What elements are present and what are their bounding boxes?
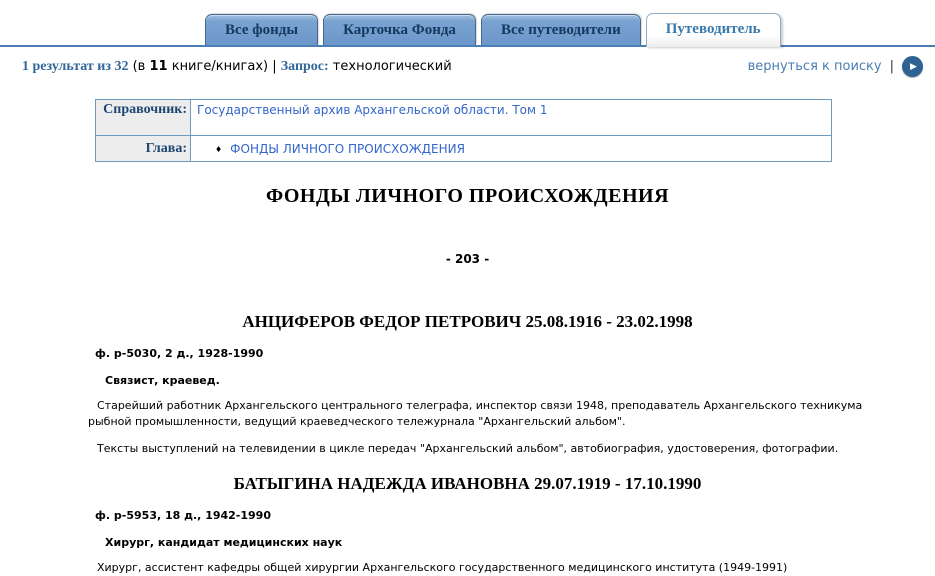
page-number: - 203 -	[445, 252, 490, 266]
forward-button[interactable]	[902, 56, 923, 77]
tab-fond-card[interactable]: Карточка Фонда	[323, 14, 476, 45]
document-view	[0, 185, 935, 576]
entry-paragraph: Старейший работник Архангельского центрального телеграфа, инспектор связи 1948, преподаватель Архангельского техникума рыбной промышленности, ведущий краеведческого тележурнала "Архангельский альбом".	[88, 399, 863, 428]
guide-info-table	[95, 99, 832, 162]
query-value: технологический	[328, 58, 452, 74]
tab-guide-active[interactable]: Путеводитель	[646, 13, 781, 47]
books-prefix: (в	[132, 58, 150, 74]
results-summary	[22, 59, 452, 75]
entry-heading: БАТЫГИНА НАДЕЖДА ИВАНОВНА 29.07.1919 - 17.10.1990	[233, 474, 702, 493]
fond-reference: ф. р-5030, 2 д., 1928-1990	[95, 347, 264, 360]
tab-bar	[0, 0, 935, 47]
divider: |	[889, 59, 894, 74]
chapter-value-cell	[191, 136, 832, 162]
forward-arrow-icon: ▶	[910, 61, 917, 72]
chapter-title: ФОНДЫ ЛИЧНОГО ПРОИСХОЖДЕНИЯ	[265, 185, 670, 207]
chapter-label: Глава:	[96, 136, 191, 162]
back-to-search-link[interactable]: вернуться к поиску	[747, 59, 882, 74]
results-count: 1 результат из 32	[22, 58, 129, 74]
entry-paragraph: Хирург, ассистент кафедры общей хирургии Архангельского государственного медицинского института (1949-1991)	[97, 561, 788, 574]
table-row	[96, 136, 832, 162]
profession-line: Хирург, кандидат медицинских наук	[105, 536, 343, 549]
reference-label: Справочник:	[96, 100, 191, 136]
results-actions	[748, 56, 923, 77]
chapter-link[interactable]: ФОНДЫ ЛИЧНОГО ПРОИСХОЖДЕНИЯ	[230, 141, 465, 156]
books-suffix: книге/книгах) |	[167, 58, 281, 74]
reference-link[interactable]: Государственный архив Архангельской области. Том 1	[197, 103, 548, 117]
profession-line: Связист, краевед.	[105, 374, 220, 387]
fond-reference: ф. р-5953, 18 д., 1942-1990	[95, 509, 271, 522]
books-count: 11	[149, 58, 168, 74]
results-bar	[0, 47, 935, 85]
tab-all-fonds[interactable]: Все фонды	[205, 14, 318, 45]
query-label: Запрос:	[280, 58, 329, 74]
table-row	[96, 100, 832, 136]
diamond-bullet-icon: ♦	[215, 144, 223, 154]
entry-paragraph: Тексты выступлений на телевидении в цикле передач "Архангельский альбом", автобиография, удостоверения, фотографии.	[97, 442, 839, 455]
reference-value-cell	[191, 100, 832, 136]
tab-all-guides[interactable]: Все путеводители	[481, 14, 641, 45]
entry-heading: АНЦИФЕРОВ ФЕДОР ПЕТРОВИЧ 25.08.1916 - 23.02.1998	[242, 312, 693, 331]
